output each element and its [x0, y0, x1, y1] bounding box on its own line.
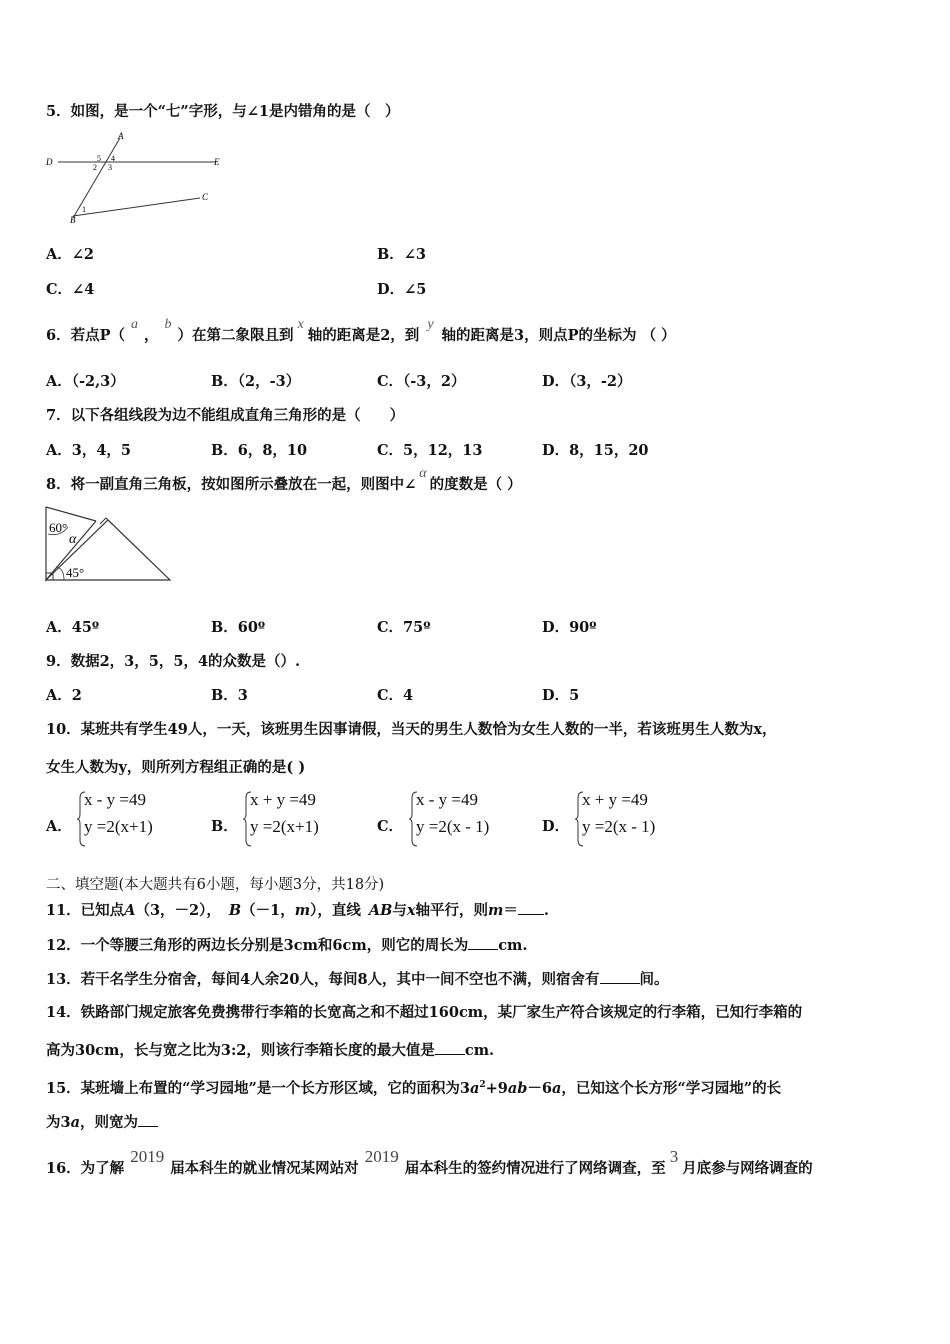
var-y: y: [427, 317, 434, 332]
q8-option-a[interactable]: A．45º: [46, 619, 100, 636]
q7-option-c[interactable]: C．5，12，13: [377, 442, 483, 459]
var-x: x: [297, 317, 304, 332]
q5-option-a[interactable]: A．∠2: [46, 246, 94, 263]
q10-line2: 女生人数为y，则所列方程组正确的是( ): [46, 759, 306, 776]
figure-label-A: A: [118, 131, 124, 141]
q10-option-c-system[interactable]: x - y =49 y =2(x - 1): [408, 790, 538, 848]
q13-stem: 13．若干名学生分宿舍，每间4人余20人，每间8人，其中一间不空也不满，则宿舍有 间。: [46, 971, 669, 988]
q6-stem: 6．若点P（a，b）在第二象限且到x轴的距离是2，到y轴的距离是3，则点P的坐标为 （ ）: [46, 317, 676, 344]
q12-stem: 12．一个等腰三角形的两边长分别是3cm和6cm，则它的周长为 cm.: [46, 937, 528, 954]
q9-stem: 9．数据2，3，5，5，4的众数是（）.: [46, 653, 301, 670]
answer-blank[interactable]: [138, 1112, 158, 1127]
figure-label-4: 4: [111, 154, 115, 163]
q5-stem: 5．如图，是一个“七”字形，与∠1是内错角的是（ ）: [46, 103, 400, 120]
q10-option-d-system[interactable]: x + y =49 y =2(x - 1): [574, 790, 704, 848]
q7-option-a[interactable]: A．3，4，5: [46, 442, 132, 459]
var-alpha: α: [419, 466, 427, 481]
figure-label-1: 1: [82, 205, 86, 214]
section-title: 二、填空题(本大题共有6小题，每小题3分，共18分): [46, 877, 385, 893]
q9-option-d[interactable]: D．5: [542, 687, 580, 704]
q16-line1: 16．为了解2019届本科生的就业情况某网站对2019届本科生的签约情况进行了网络调查，至3月底参与网络调查的: [46, 1147, 813, 1177]
q15-line1: 15．某班墙上布置的“学习园地”是一个长方形区域，它的面积为$3a^2+9ab-6a$，已知这个长方形“学习园地”的长: [46, 1079, 782, 1097]
q5-option-c[interactable]: C．∠4: [46, 281, 95, 298]
q6-option-d[interactable]: D．（3，-2）: [542, 373, 632, 390]
q8-figure: [42, 503, 177, 585]
q10-option-b-label[interactable]: B．: [211, 818, 238, 835]
q6-option-b[interactable]: B．（2，-3）: [211, 373, 301, 390]
figure-label-5: 5: [97, 154, 101, 163]
q10-option-a-system[interactable]: x - y =49 y =2(x+1): [76, 790, 206, 848]
q9-option-a[interactable]: A．2: [46, 687, 82, 704]
q7-option-b[interactable]: B．6，8，10: [211, 442, 308, 459]
q6-option-c[interactable]: C．（-3，2）: [377, 373, 466, 390]
q10-option-b-system[interactable]: x + y =49 y =2(x+1): [242, 790, 372, 848]
figure-label-2: 2: [93, 163, 97, 172]
figure-label-C: C: [202, 192, 209, 202]
q7-option-d[interactable]: D．8，15，20: [542, 442, 649, 459]
figure-label-B: B: [70, 215, 76, 225]
q5-option-b[interactable]: B．∠3: [377, 246, 426, 263]
figure-label-60: 60°: [49, 520, 68, 535]
q7-stem: 7．以下各组线段为边不能组成直角三角形的是（ ）: [46, 407, 405, 424]
q10-option-c-label[interactable]: C．: [377, 818, 404, 835]
answer-blank[interactable]: [435, 1040, 465, 1055]
q8-option-d[interactable]: D．90º: [542, 619, 597, 636]
q5-option-d[interactable]: D．∠5: [377, 281, 427, 298]
answer-blank[interactable]: [518, 900, 544, 915]
q5-figure: [40, 130, 230, 225]
answer-blank[interactable]: [468, 935, 498, 950]
var-b: b: [164, 317, 172, 332]
q10-line1: 10．某班共有学生49人，一天，该班男生因事请假，当天的男生人数恰为女生人数的一半，若该班男生人数为x，: [46, 721, 777, 738]
answer-blank[interactable]: [600, 969, 640, 984]
q8-option-b[interactable]: B．60º: [211, 619, 266, 636]
q8-option-c[interactable]: C．75º: [377, 619, 431, 636]
q10-option-d-label[interactable]: D．: [542, 818, 570, 835]
q6-option-a[interactable]: A．（-2,3）: [46, 373, 125, 390]
var-a: a: [131, 317, 138, 332]
q10-option-a-label[interactable]: A．: [46, 818, 72, 835]
figure-label-alpha: α: [69, 532, 77, 547]
q14-line2: 高为30cm，长与宽之比为3:2，则该行李箱长度的最大值是 cm.: [46, 1042, 495, 1059]
q9-option-b[interactable]: B．3: [211, 687, 248, 704]
q9-option-c[interactable]: C．4: [377, 687, 414, 704]
figure-label-D: D: [46, 157, 53, 167]
figure-label-45: 45°: [66, 565, 85, 580]
q14-line1: 14．铁路部门规定旅客免费携带行李箱的长宽高之和不超过160cm，某厂家生产符合该规定的行李箱，已知行李箱的: [46, 1004, 803, 1021]
figure-label-3: 3: [108, 163, 112, 172]
q11-stem: 11．已知点A（3，－2）， B（－1，m），直线 AB与x轴平行，则m＝ .: [46, 902, 549, 919]
q15-line2: 为3a，则宽为: [46, 1112, 158, 1133]
figure-label-E: E: [214, 157, 220, 167]
q8-stem: 8．将一副直角三角板，按如图所示叠放在一起，则图中∠α的度数是（ ）: [46, 466, 522, 493]
